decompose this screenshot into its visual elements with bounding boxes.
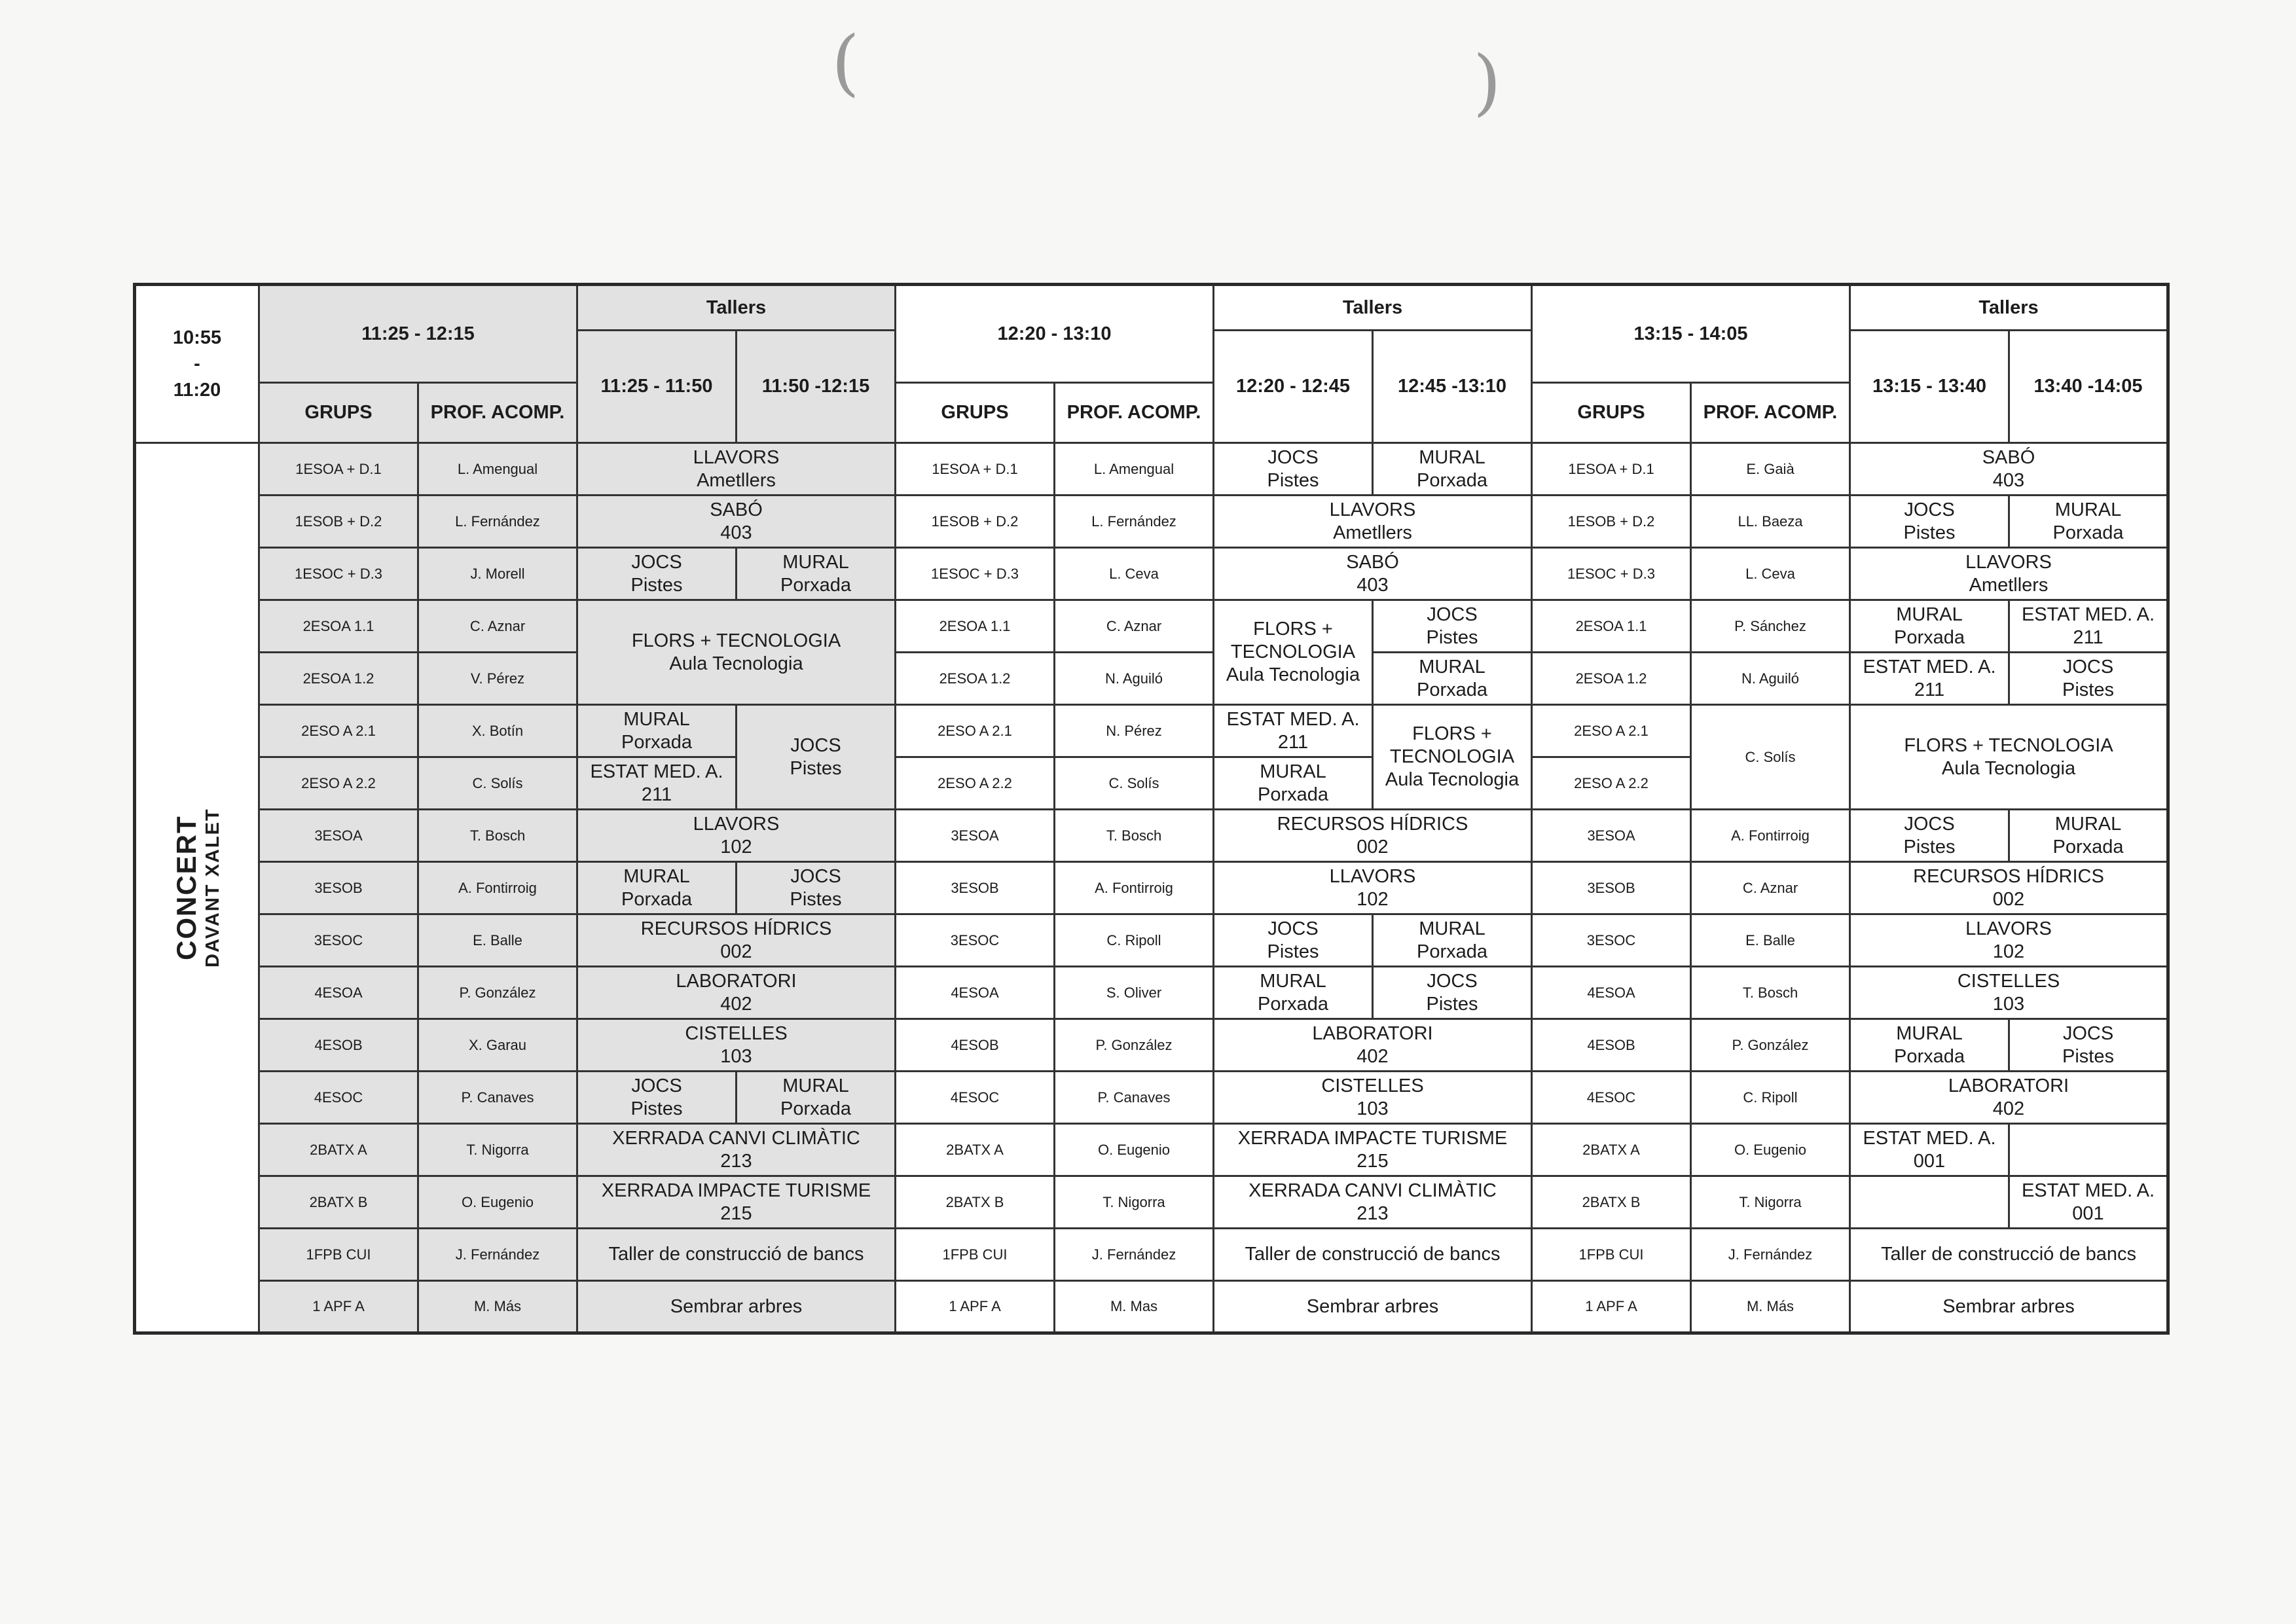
workshop-cell: MURAL Porxada bbox=[1373, 653, 1532, 705]
group-cell: 4ESOA bbox=[1532, 967, 1691, 1019]
workshop-cell: ESTAT MED. A. 211 bbox=[2009, 600, 2168, 653]
workshop-cell: MURAL Porxada bbox=[737, 548, 896, 600]
period-3-time: 13:15 - 14:05 bbox=[1532, 285, 1850, 383]
workshop-cell: Sembrar arbres bbox=[1850, 1281, 2168, 1333]
teacher-cell: P. González bbox=[1691, 1019, 1850, 1072]
workshop-cell: Sembrar arbres bbox=[1214, 1281, 1532, 1333]
teacher-cell: L. Amengual bbox=[1055, 443, 1214, 496]
workshop-cell: ESTAT MED. A. 001 bbox=[1850, 1124, 2009, 1176]
teacher-cell: C. Aznar bbox=[1055, 600, 1214, 653]
teacher-cell: T. Nigorra bbox=[418, 1124, 577, 1176]
group-cell: 3ESOA bbox=[896, 810, 1055, 862]
workshop-cell: JOCS Pistes bbox=[737, 705, 896, 810]
group-cell: 1ESOB + D.2 bbox=[896, 496, 1055, 548]
teacher-cell: C. Aznar bbox=[418, 600, 577, 653]
period-2-sub-a: 12:20 - 12:45 bbox=[1214, 331, 1373, 443]
teacher-cell: C. Ripoll bbox=[1691, 1072, 1850, 1124]
workshop-cell: FLORS + TECNOLOGIA Aula Tecnologia bbox=[1214, 600, 1373, 705]
workshop-cell: MURAL Porxada bbox=[1850, 1019, 2009, 1072]
group-cell: 1ESOA + D.1 bbox=[896, 443, 1055, 496]
workshop-cell: JOCS Pistes bbox=[1214, 443, 1373, 496]
period-1-prof-header: PROF. ACOMP. bbox=[418, 383, 577, 443]
workshop-cell: LLAVORS 102 bbox=[1850, 914, 2168, 967]
teacher-cell: A. Fontirroig bbox=[418, 862, 577, 914]
time-block-cell bbox=[135, 285, 259, 443]
group-cell: 4ESOA bbox=[896, 967, 1055, 1019]
group-cell: 4ESOC bbox=[896, 1072, 1055, 1124]
table-row bbox=[135, 548, 2168, 600]
group-cell: 2ESO A 2.1 bbox=[1532, 705, 1691, 757]
group-cell: 3ESOC bbox=[1532, 914, 1691, 967]
workshop-cell: RECURSOS HÍDRICS 002 bbox=[577, 914, 896, 967]
group-cell: 2ESO A 2.1 bbox=[259, 705, 418, 757]
schedule-table bbox=[133, 283, 2170, 1335]
group-cell: 2ESO A 2.2 bbox=[259, 757, 418, 810]
group-cell: 2ESOA 1.1 bbox=[1532, 600, 1691, 653]
period-2-tallers: Tallers bbox=[1214, 285, 1532, 331]
period-3-tallers: Tallers bbox=[1850, 285, 2168, 331]
teacher-cell: M. Mas bbox=[1055, 1281, 1214, 1333]
period-3-sub-a: 13:15 - 13:40 bbox=[1850, 331, 2009, 443]
workshop-cell: Sembrar arbres bbox=[577, 1281, 896, 1333]
group-cell: 1 APF A bbox=[1532, 1281, 1691, 1333]
workshop-cell: LLAVORS Ametllers bbox=[1214, 496, 1532, 548]
group-cell: 2BATX B bbox=[896, 1176, 1055, 1229]
teacher-cell: A. Fontirroig bbox=[1691, 810, 1850, 862]
workshop-cell: ESTAT MED. A. 211 bbox=[1850, 653, 2009, 705]
period-2-time: 12:20 - 13:10 bbox=[896, 285, 1214, 383]
workshop-cell: SABÓ 403 bbox=[1214, 548, 1532, 600]
teacher-cell: T. Nigorra bbox=[1691, 1176, 1850, 1229]
period-1-tallers: Tallers bbox=[577, 285, 896, 331]
workshop-cell: LLAVORS Ametllers bbox=[1850, 548, 2168, 600]
group-cell: 2ESO A 2.2 bbox=[896, 757, 1055, 810]
table-row bbox=[135, 653, 2168, 705]
workshop-cell: SABÓ 403 bbox=[1850, 443, 2168, 496]
table-row bbox=[135, 1281, 2168, 1333]
workshop-cell: JOCS Pistes bbox=[1850, 810, 2009, 862]
teacher-cell: O. Eugenio bbox=[1055, 1124, 1214, 1176]
workshop-cell: RECURSOS HÍDRICS 002 bbox=[1850, 862, 2168, 914]
workshop-cell: ESTAT MED. A. 211 bbox=[577, 757, 737, 810]
group-cell: 3ESOA bbox=[259, 810, 418, 862]
teacher-cell: P. González bbox=[1055, 1019, 1214, 1072]
teacher-cell: L. Ceva bbox=[1691, 548, 1850, 600]
workshop-cell: MURAL Porxada bbox=[1373, 914, 1532, 967]
table-row bbox=[135, 1019, 2168, 1072]
table-row bbox=[135, 914, 2168, 967]
group-cell: 2ESOA 1.2 bbox=[1532, 653, 1691, 705]
period-2-grups-header: GRUPS bbox=[896, 383, 1055, 443]
table-row bbox=[135, 1176, 2168, 1229]
teacher-cell: N. Pérez bbox=[1055, 705, 1214, 757]
group-cell: 2ESOA 1.2 bbox=[259, 653, 418, 705]
teacher-cell: C. Ripoll bbox=[1055, 914, 1214, 967]
scan-mark-right: ) bbox=[1473, 40, 1501, 124]
table-row bbox=[135, 496, 2168, 548]
group-cell: 1FPB CUI bbox=[259, 1229, 418, 1281]
period-3-grups-header: GRUPS bbox=[1532, 383, 1691, 443]
teacher-cell: P. Canaves bbox=[418, 1072, 577, 1124]
workshop-cell: MURAL Porxada bbox=[577, 705, 737, 757]
group-cell: 1ESOB + D.2 bbox=[259, 496, 418, 548]
group-cell: 3ESOC bbox=[259, 914, 418, 967]
group-cell: 4ESOC bbox=[259, 1072, 418, 1124]
teacher-cell: P. Canaves bbox=[1055, 1072, 1214, 1124]
time-start: 10:55 bbox=[172, 327, 222, 348]
teacher-cell: J. Fernández bbox=[418, 1229, 577, 1281]
teacher-cell: T. Bosch bbox=[1055, 810, 1214, 862]
workshop-cell: MURAL Porxada bbox=[1214, 967, 1373, 1019]
teacher-cell: V. Pérez bbox=[418, 653, 577, 705]
group-cell: 2BATX B bbox=[259, 1176, 418, 1229]
teacher-cell: E. Balle bbox=[418, 914, 577, 967]
workshop-cell: JOCS Pistes bbox=[1373, 967, 1532, 1019]
teacher-cell: J. Morell bbox=[418, 548, 577, 600]
teacher-cell: L. Amengual bbox=[418, 443, 577, 496]
group-cell: 3ESOB bbox=[1532, 862, 1691, 914]
workshop-cell: MURAL Porxada bbox=[577, 862, 737, 914]
workshop-cell: JOCS Pistes bbox=[2009, 653, 2168, 705]
workshop-cell: SABÓ 403 bbox=[577, 496, 896, 548]
group-cell: 4ESOB bbox=[896, 1019, 1055, 1072]
teacher-cell: E. Gaià bbox=[1691, 443, 1850, 496]
group-cell: 1ESOC + D.3 bbox=[259, 548, 418, 600]
table-row bbox=[135, 1072, 2168, 1124]
workshop-cell: JOCS Pistes bbox=[737, 862, 896, 914]
workshop-cell: ESTAT MED. A. 001 bbox=[2009, 1176, 2168, 1229]
workshop-cell: CISTELLES 103 bbox=[1214, 1072, 1532, 1124]
workshop-cell: CISTELLES 103 bbox=[577, 1019, 896, 1072]
workshop-cell: XERRADA IMPACTE TURISME 215 bbox=[577, 1176, 896, 1229]
workshop-cell: FLORS + TECNOLOGIA Aula Tecnologia bbox=[577, 600, 896, 705]
workshop-cell: Taller de construcció de bancs bbox=[1850, 1229, 2168, 1281]
group-cell: 1 APF A bbox=[896, 1281, 1055, 1333]
group-cell: 3ESOC bbox=[896, 914, 1055, 967]
group-cell: 4ESOA bbox=[259, 967, 418, 1019]
group-cell: 1 APF A bbox=[259, 1281, 418, 1333]
time-dash: - bbox=[194, 353, 200, 374]
workshop-cell: LABORATORI 402 bbox=[1850, 1072, 2168, 1124]
teacher-cell: C. Solís bbox=[1691, 705, 1850, 810]
teacher-cell: LL. Baeza bbox=[1691, 496, 1850, 548]
workshop-cell: MURAL Porxada bbox=[1850, 600, 2009, 653]
workshop-cell: Taller de construcció de bancs bbox=[1214, 1229, 1532, 1281]
table-row bbox=[135, 810, 2168, 862]
workshop-cell: MURAL Porxada bbox=[1214, 757, 1373, 810]
group-cell: 1ESOA + D.1 bbox=[259, 443, 418, 496]
workshop-cell: JOCS Pistes bbox=[577, 1072, 737, 1124]
teacher-cell: C. Aznar bbox=[1691, 862, 1850, 914]
table-row bbox=[135, 1229, 2168, 1281]
group-cell: 3ESOB bbox=[259, 862, 418, 914]
workshop-cell: CISTELLES 103 bbox=[1850, 967, 2168, 1019]
teacher-cell: M. Más bbox=[1691, 1281, 1850, 1333]
workshop-cell: JOCS Pistes bbox=[1373, 600, 1532, 653]
group-cell: 2ESOA 1.1 bbox=[259, 600, 418, 653]
period-2-prof-header: PROF. ACOMP. bbox=[1055, 383, 1214, 443]
workshop-cell: MURAL Porxada bbox=[737, 1072, 896, 1124]
group-cell: 2ESOA 1.1 bbox=[896, 600, 1055, 653]
period-1-sub-b: 11:50 -12:15 bbox=[737, 331, 896, 443]
period-3-prof-header: PROF. ACOMP. bbox=[1691, 383, 1850, 443]
group-cell: 1ESOC + D.3 bbox=[896, 548, 1055, 600]
workshop-cell: LABORATORI 402 bbox=[1214, 1019, 1532, 1072]
teacher-cell: A. Fontirroig bbox=[1055, 862, 1214, 914]
workshop-cell: JOCS Pistes bbox=[577, 548, 737, 600]
teacher-cell: X. Garau bbox=[418, 1019, 577, 1072]
teacher-cell: L. Fernández bbox=[418, 496, 577, 548]
group-cell: 2ESOA 1.2 bbox=[896, 653, 1055, 705]
teacher-cell: S. Oliver bbox=[1055, 967, 1214, 1019]
teacher-cell: E. Balle bbox=[1691, 914, 1850, 967]
group-cell: 1FPB CUI bbox=[1532, 1229, 1691, 1281]
workshop-cell: RECURSOS HÍDRICS 002 bbox=[1214, 810, 1532, 862]
empty-cell bbox=[1850, 1176, 2009, 1229]
group-cell: 1ESOC + D.3 bbox=[1532, 548, 1691, 600]
teacher-cell: J. Fernández bbox=[1691, 1229, 1850, 1281]
period-1-sub-a: 11:25 - 11:50 bbox=[577, 331, 737, 443]
group-cell: 1ESOB + D.2 bbox=[1532, 496, 1691, 548]
period-2-sub-b: 12:45 -13:10 bbox=[1373, 331, 1532, 443]
teacher-cell: X. Botín bbox=[418, 705, 577, 757]
workshop-cell: MURAL Porxada bbox=[1373, 443, 1532, 496]
teacher-cell: O. Eugenio bbox=[418, 1176, 577, 1229]
group-cell: 4ESOB bbox=[259, 1019, 418, 1072]
teacher-cell: T. Bosch bbox=[418, 810, 577, 862]
group-cell: 2BATX B bbox=[1532, 1176, 1691, 1229]
group-cell: 3ESOA bbox=[1532, 810, 1691, 862]
workshop-cell: FLORS + TECNOLOGIA Aula Tecnologia bbox=[1373, 705, 1532, 810]
workshop-cell: LLAVORS 102 bbox=[577, 810, 896, 862]
workshop-cell: FLORS + TECNOLOGIA Aula Tecnologia bbox=[1850, 705, 2168, 810]
table-row bbox=[135, 967, 2168, 1019]
workshop-cell: JOCS Pistes bbox=[1214, 914, 1373, 967]
workshop-cell: JOCS Pistes bbox=[2009, 1019, 2168, 1072]
group-cell: 1ESOA + D.1 bbox=[1532, 443, 1691, 496]
teacher-cell: M. Más bbox=[418, 1281, 577, 1333]
teacher-cell: T. Bosch bbox=[1691, 967, 1850, 1019]
group-cell: 4ESOB bbox=[1532, 1019, 1691, 1072]
teacher-cell: T. Nigorra bbox=[1055, 1176, 1214, 1229]
group-cell: 4ESOC bbox=[1532, 1072, 1691, 1124]
teacher-cell: L. Fernández bbox=[1055, 496, 1214, 548]
teacher-cell: C. Solís bbox=[1055, 757, 1214, 810]
table-row bbox=[135, 862, 2168, 914]
workshop-cell: ESTAT MED. A. 211 bbox=[1214, 705, 1373, 757]
teacher-cell: N. Aguiló bbox=[1691, 653, 1850, 705]
workshop-cell: JOCS Pistes bbox=[1850, 496, 2009, 548]
side-label-main: CONCERT bbox=[170, 815, 202, 960]
table-row bbox=[135, 705, 2168, 757]
side-label-sub: DAVANT XALET bbox=[202, 808, 223, 967]
group-cell: 2BATX A bbox=[896, 1124, 1055, 1176]
teacher-cell: L. Ceva bbox=[1055, 548, 1214, 600]
period-1-time: 11:25 - 12:15 bbox=[259, 285, 577, 383]
empty-cell bbox=[2009, 1124, 2168, 1176]
time-end: 11:20 bbox=[173, 380, 221, 401]
workshop-cell: LLAVORS Ametllers bbox=[577, 443, 896, 496]
period-1-grups-header: GRUPS bbox=[259, 383, 418, 443]
table-row bbox=[135, 600, 2168, 653]
teacher-cell: J. Fernández bbox=[1055, 1229, 1214, 1281]
workshop-cell: XERRADA CANVI CLIMÀTIC 213 bbox=[577, 1124, 896, 1176]
group-cell: 1FPB CUI bbox=[896, 1229, 1055, 1281]
workshop-cell: LLAVORS 102 bbox=[1214, 862, 1532, 914]
workshop-cell: Taller de construcció de bancs bbox=[577, 1229, 896, 1281]
group-cell: 3ESOB bbox=[896, 862, 1055, 914]
period-3-sub-b: 13:40 -14:05 bbox=[2009, 331, 2168, 443]
teacher-cell: C. Solís bbox=[418, 757, 577, 810]
workshop-cell: MURAL Porxada bbox=[2009, 496, 2168, 548]
side-label-cell bbox=[135, 443, 259, 1333]
teacher-cell: P. Sánchez bbox=[1691, 600, 1850, 653]
table-row bbox=[135, 1124, 2168, 1176]
scan-mark-left: ( bbox=[831, 20, 860, 104]
table-row bbox=[135, 443, 2168, 496]
group-cell: 2ESO A 2.1 bbox=[896, 705, 1055, 757]
group-cell: 2BATX A bbox=[1532, 1124, 1691, 1176]
workshop-cell: XERRADA IMPACTE TURISME 215 bbox=[1214, 1124, 1532, 1176]
teacher-cell: O. Eugenio bbox=[1691, 1124, 1850, 1176]
group-cell: 2ESO A 2.2 bbox=[1532, 757, 1691, 810]
workshop-cell: XERRADA CANVI CLIMÀTIC 213 bbox=[1214, 1176, 1532, 1229]
teacher-cell: P. González bbox=[418, 967, 577, 1019]
teacher-cell: N. Aguiló bbox=[1055, 653, 1214, 705]
workshop-cell: MURAL Porxada bbox=[2009, 810, 2168, 862]
group-cell: 2BATX A bbox=[259, 1124, 418, 1176]
workshop-cell: LABORATORI 402 bbox=[577, 967, 896, 1019]
